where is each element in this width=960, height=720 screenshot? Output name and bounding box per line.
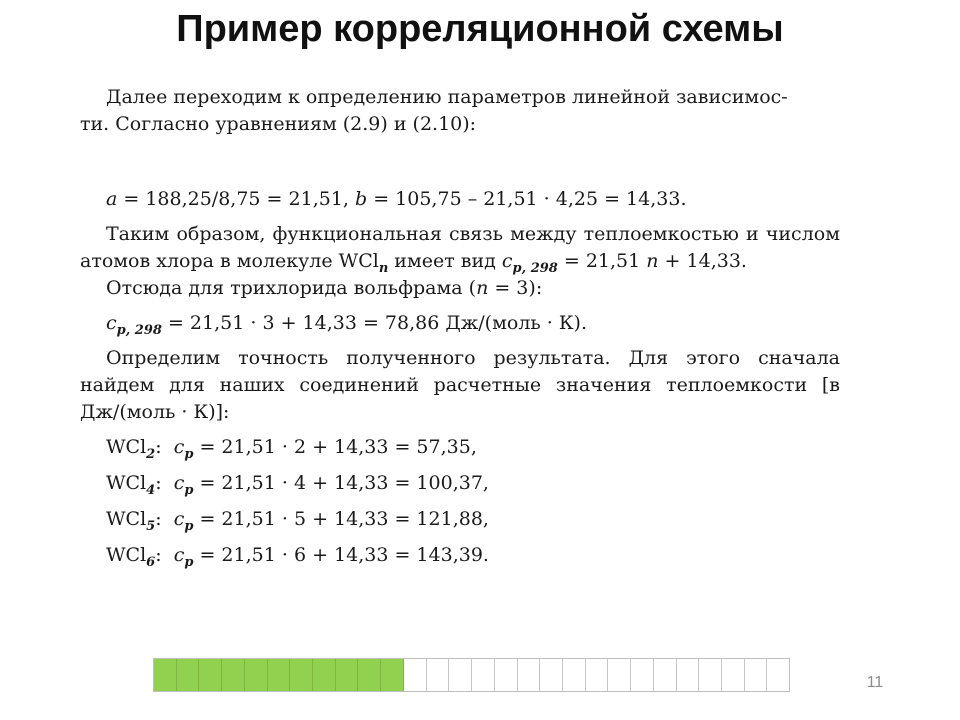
intro-line-2: ти. Согласно уравнениям (2.9) и (2.10): [80, 113, 477, 135]
progress-cell-empty [767, 659, 789, 691]
intro-line-1: Далее переходим к определению параметров линейной зависимос- [106, 86, 788, 108]
progress-cell-filled [381, 659, 404, 691]
progress-cell-empty [699, 659, 722, 691]
calc-row: WCl$_4$: $c_p = 21,51 \cdot 4 + 14,33 = 100,37$, [106, 472, 489, 498]
progress-cell-empty [745, 659, 768, 691]
progress-cell-filled [199, 659, 222, 691]
progress-cell-filled [336, 659, 359, 691]
slide-number: 11 [866, 674, 884, 691]
progress-cell-empty [518, 659, 541, 691]
progress-cell-empty [631, 659, 654, 691]
progress-cell-empty [540, 659, 563, 691]
progress-cell-filled [177, 659, 200, 691]
calculations-list [80, 434, 840, 569]
slide-title: Пример корреляционной схемы [176, 8, 784, 50]
progress-cell-empty [427, 659, 450, 691]
paragraph-trichloride: Отсюда для трихлорида вольфрама (n = 3): [106, 277, 543, 299]
progress-cell-filled [245, 659, 268, 691]
calc-row: WCl$_2$: $c_p = 21,51 \cdot 2 + 14,33 = 57,35$, [106, 436, 477, 462]
slide-progress-bar [153, 658, 790, 692]
progress-cell-empty [677, 659, 700, 691]
equation-coefficients: a = 188,25/8,75 = 21,51, b = 105,75 – 21,51 · 4,25 = 14,33. [106, 188, 687, 210]
calc-row: WCl$_5$: $c_p = 21,51 \cdot 5 + 14,33 = 121,88$, [106, 508, 489, 534]
paragraph-intro [80, 84, 840, 138]
paragraph-functional-relation: Таким образом, функциональная связь между теплоемкостью и числом атомов хлора в молекуле WCl$_n$ имеет вид $c_{p, 298} = 21,51$ n + 14,33. [80, 223, 840, 276]
progress-cell-empty [449, 659, 472, 691]
scanned-text-excerpt [80, 84, 840, 569]
progress-cell-empty [404, 659, 427, 691]
calc-row: WCl$_6$: $c_p = 21,51 \cdot 6 + 14,33 = 143,39$. [106, 544, 489, 570]
progress-cell-filled [154, 659, 177, 691]
progress-cell-empty [563, 659, 586, 691]
progress-cell-filled [268, 659, 291, 691]
progress-cell-empty [586, 659, 609, 691]
progress-cell-empty [495, 659, 518, 691]
progress-cell-filled [358, 659, 381, 691]
progress-cell-empty [608, 659, 631, 691]
equation-heat-capacity: $c_{p, 298} = 21,51 \cdot 3 + 14,33 = 78,86$ Дж/(моль · К). [106, 312, 588, 338]
progress-cell-filled [290, 659, 313, 691]
progress-cell-filled [313, 659, 336, 691]
progress-cell-filled [222, 659, 245, 691]
progress-cell-empty [472, 659, 495, 691]
progress-cell-empty [722, 659, 745, 691]
progress-cell-empty [654, 659, 677, 691]
paragraph-accuracy: Определим точность полученного результата. Для этого сначала найдем для наших соединений расчетные значения теплоемкости [в Дж/(моль · К)]: [80, 347, 840, 423]
